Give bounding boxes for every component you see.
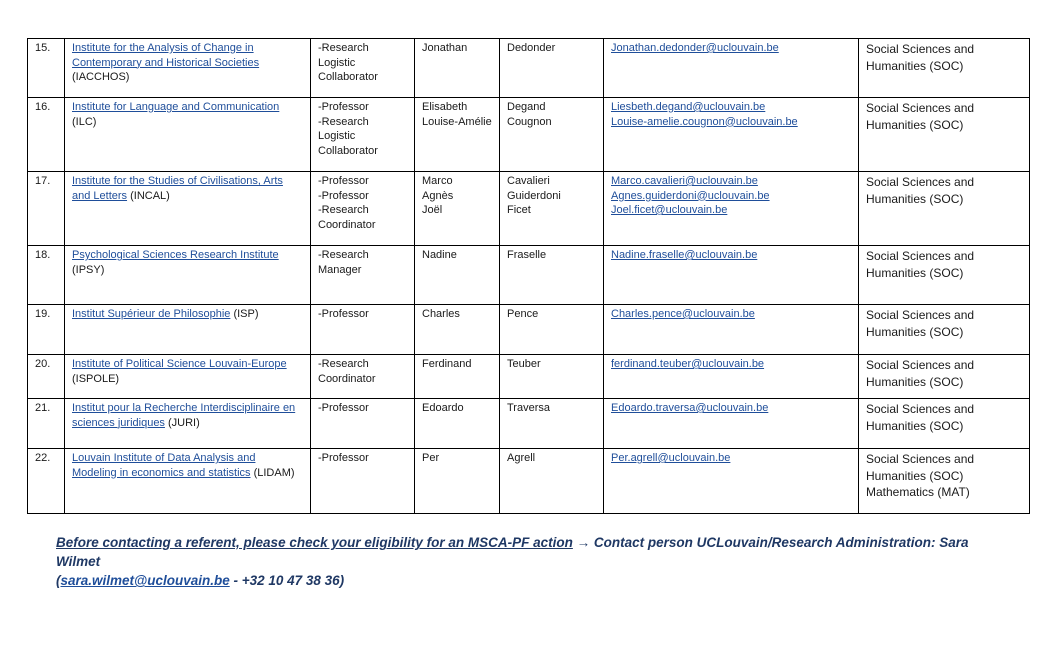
- first-name: Edoardo: [422, 402, 464, 414]
- position-text: -Professor: [318, 452, 369, 464]
- domain-text: Humanities (SOC): [866, 468, 964, 483]
- position-text: -Research: [318, 204, 369, 216]
- eligibility-link[interactable]: Before contacting a referent, please check your eligibility for an MSCA-PF action: [56, 535, 573, 550]
- institute-acronym: (IACCHOS): [72, 71, 130, 83]
- institute-link[interactable]: Psychological Sciences Research Institute: [72, 249, 279, 261]
- position-cell: [311, 449, 415, 514]
- first-name-cell: [415, 399, 500, 449]
- table-row: [28, 355, 1030, 399]
- last-name: Cavalieri: [507, 175, 550, 187]
- first-name: Ferdinand: [422, 358, 472, 370]
- domain-cell: [859, 98, 1030, 172]
- institute-cell: [65, 399, 311, 449]
- table-row: [28, 172, 1030, 246]
- first-name-cell: [415, 449, 500, 514]
- domain-text: Humanities (SOC): [866, 374, 964, 389]
- last-name-cell: [500, 39, 604, 98]
- email-link[interactable]: Edoardo.traversa@uclouvain.be: [611, 402, 769, 414]
- position-text: -Research: [318, 358, 369, 370]
- institute-cell: [65, 246, 311, 305]
- domain-text: Social Sciences and: [866, 402, 975, 416]
- domain-text: Humanities (SOC): [866, 324, 964, 339]
- last-name: Degand: [507, 101, 546, 113]
- institute-cell: [65, 305, 311, 355]
- institute-link[interactable]: Louvain Institute of Data Analysis and: [72, 452, 256, 464]
- last-name-cell: [500, 98, 604, 172]
- domain-text: Social Sciences and: [866, 249, 975, 263]
- position-cell: [311, 98, 415, 172]
- open-paren: (: [56, 573, 61, 588]
- institute-acronym: (JURI): [168, 416, 200, 429]
- last-name-cell: [500, 399, 604, 449]
- position-cell: [311, 246, 415, 305]
- last-name: Agrell: [507, 452, 536, 464]
- domain-cell: [859, 355, 1030, 399]
- institute-link[interactable]: and Letters: [72, 189, 128, 202]
- domain-cell: [859, 246, 1030, 305]
- domain-text: Mathematics (MAT): [866, 485, 970, 499]
- institute-cell: [65, 98, 311, 172]
- email-cell: [604, 98, 859, 172]
- email-cell: [604, 39, 859, 98]
- position-text: -Research: [318, 249, 369, 261]
- institute-link[interactable]: Institute for Language and Communication: [72, 101, 280, 113]
- table-row: [28, 246, 1030, 305]
- institute-cell: [65, 39, 311, 98]
- email-link[interactable]: ferdinand.teuber@uclouvain.be: [611, 358, 765, 370]
- domain-text: Humanities (SOC): [866, 58, 964, 73]
- row-number-cell: [28, 172, 65, 246]
- position-text: -Research Logistic: [318, 115, 369, 142]
- domain-text: Humanities (SOC): [866, 265, 964, 280]
- position-text: -Professor: [318, 308, 369, 320]
- last-name-cell: [500, 449, 604, 514]
- position-text: Collaborator: [318, 71, 378, 83]
- institute-link[interactable]: Contemporary and Historical Societies: [72, 56, 260, 69]
- row-number: 17.: [35, 175, 51, 187]
- position-cell: [311, 399, 415, 449]
- domain-text: Social Sciences and: [866, 358, 975, 372]
- arrow-right-icon: →: [576, 535, 591, 550]
- first-name: Joël: [422, 204, 443, 216]
- last-name: Pence: [507, 308, 539, 320]
- row-number-cell: [28, 449, 65, 514]
- position-cell: [311, 172, 415, 246]
- email-link[interactable]: Jonathan.dedonder@uclouvain.be: [611, 42, 779, 54]
- institute-acronym: (LIDAM): [253, 466, 295, 479]
- email-link[interactable]: Liesbeth.degand@uclouvain.be: [611, 101, 766, 113]
- last-name: Ficet: [507, 204, 531, 216]
- last-name: Cougnon: [507, 115, 552, 128]
- position-cell: [311, 305, 415, 355]
- first-name-cell: [415, 172, 500, 246]
- institute-cell: [65, 172, 311, 246]
- last-name: Fraselle: [507, 249, 547, 261]
- institute-cell: [65, 449, 311, 514]
- last-name-cell: [500, 355, 604, 399]
- table-row: [28, 39, 1030, 98]
- domain-text: Social Sciences and: [866, 101, 975, 115]
- referents-table: [27, 38, 1030, 514]
- last-name: Traversa: [507, 402, 550, 414]
- first-name-cell: [415, 305, 500, 355]
- row-number-cell: [28, 355, 65, 399]
- institute-link[interactable]: Modeling in economics and statistics: [72, 466, 251, 479]
- first-name: Agnès: [422, 189, 454, 202]
- email-link[interactable]: Joel.ficet@uclouvain.be: [611, 204, 728, 216]
- institute-link[interactable]: Institute of Political Science Louvain-Europe: [72, 358, 287, 370]
- email-link[interactable]: Per.agrell@uclouvain.be: [611, 452, 731, 464]
- institute-link[interactable]: Institute for the Analysis of Change in: [72, 42, 254, 54]
- domain-text: Social Sciences and: [866, 308, 975, 322]
- email-link[interactable]: Agnes.guiderdoni@uclouvain.be: [611, 189, 770, 202]
- first-name: Elisabeth: [422, 101, 468, 113]
- table-body: [28, 39, 1030, 514]
- contact-email-link[interactable]: sara.wilmet@uclouvain.be: [60, 573, 230, 588]
- email-cell: [604, 449, 859, 514]
- contact-person-text: Contact person UCLouvain/Research Administration: Sara Wilmet: [56, 535, 969, 569]
- domain-cell: [859, 449, 1030, 514]
- institute-link[interactable]: sciences juridiques: [72, 416, 165, 429]
- first-name: Nadine: [422, 249, 457, 261]
- position-cell: [311, 39, 415, 98]
- position-text: Collaborator: [318, 144, 378, 157]
- table-row: [28, 98, 1030, 172]
- domain-text: Social Sciences and: [866, 42, 975, 56]
- first-name: Marco: [422, 175, 453, 187]
- email-cell: [604, 246, 859, 305]
- eligibility-note: [56, 533, 1006, 590]
- row-number: 15.: [35, 42, 51, 54]
- position-text: -Professor: [318, 402, 369, 414]
- last-name: Dedonder: [507, 42, 556, 54]
- first-name: Jonathan: [422, 42, 468, 54]
- first-name: Charles: [422, 308, 460, 320]
- institute-acronym: (ILC): [72, 115, 97, 128]
- row-number-cell: [28, 399, 65, 449]
- email-link[interactable]: Marco.cavalieri@uclouvain.be: [611, 175, 758, 187]
- email-cell: [604, 172, 859, 246]
- row-number: 16.: [35, 101, 51, 113]
- email-link[interactable]: Charles.pence@uclouvain.be: [611, 308, 755, 320]
- domain-text: Social Sciences and: [866, 452, 975, 466]
- institute-link[interactable]: Institute for the Studies of Civilisations, Arts: [72, 175, 283, 187]
- institute-cell: [65, 355, 311, 399]
- institute-acronym: (ISP): [233, 308, 259, 320]
- position-text: Manager: [318, 263, 362, 276]
- row-number-cell: [28, 98, 65, 172]
- last-name: Guiderdoni: [507, 189, 561, 202]
- email-cell: [604, 399, 859, 449]
- row-number: 20.: [35, 358, 51, 370]
- table-row: [28, 399, 1030, 449]
- position-cell: [311, 355, 415, 399]
- row-number: 18.: [35, 249, 51, 261]
- row-number: 19.: [35, 308, 51, 320]
- email-cell: [604, 355, 859, 399]
- table-row: [28, 305, 1030, 355]
- domain-text: Humanities (SOC): [866, 418, 964, 433]
- domain-cell: [859, 399, 1030, 449]
- first-name-cell: [415, 98, 500, 172]
- first-name-cell: [415, 246, 500, 305]
- row-number: 21.: [35, 402, 51, 414]
- domain-text: Humanities (SOC): [866, 191, 964, 206]
- last-name-cell: [500, 172, 604, 246]
- first-name: Per: [422, 452, 440, 464]
- row-number: 22.: [35, 452, 51, 464]
- contact-phone: - +32 10 47 38 36): [229, 573, 345, 588]
- first-name-cell: [415, 355, 500, 399]
- position-text: -Research Logistic: [318, 42, 369, 69]
- domain-cell: [859, 305, 1030, 355]
- institute-acronym: (ISPOLE): [72, 372, 120, 385]
- first-name-cell: [415, 39, 500, 98]
- table-row: [28, 449, 1030, 514]
- domain-text: Humanities (SOC): [866, 117, 964, 132]
- domain-cell: [859, 39, 1030, 98]
- institute-link[interactable]: Institut pour la Recherche Interdisciplinaire en: [72, 402, 296, 414]
- institute-acronym: (INCAL): [130, 189, 170, 202]
- institute-link[interactable]: Institut Supérieur de Philosophie: [72, 308, 231, 320]
- position-text: -Professor: [318, 101, 369, 113]
- row-number-cell: [28, 39, 65, 98]
- position-text: Coordinator: [318, 372, 376, 385]
- position-text: -Professor: [318, 189, 369, 202]
- last-name-cell: [500, 305, 604, 355]
- first-name: Louise-Amélie: [422, 115, 492, 128]
- position-text: -Professor: [318, 175, 369, 187]
- last-name: Teuber: [507, 358, 541, 370]
- domain-text: Social Sciences and: [866, 175, 975, 189]
- email-link[interactable]: Nadine.fraselle@uclouvain.be: [611, 249, 758, 261]
- last-name-cell: [500, 246, 604, 305]
- domain-cell: [859, 172, 1030, 246]
- institute-acronym: (IPSY): [72, 263, 105, 276]
- email-link[interactable]: Louise-amelie.cougnon@uclouvain.be: [611, 115, 798, 128]
- row-number-cell: [28, 305, 65, 355]
- email-cell: [604, 305, 859, 355]
- row-number-cell: [28, 246, 65, 305]
- position-text: Coordinator: [318, 218, 376, 231]
